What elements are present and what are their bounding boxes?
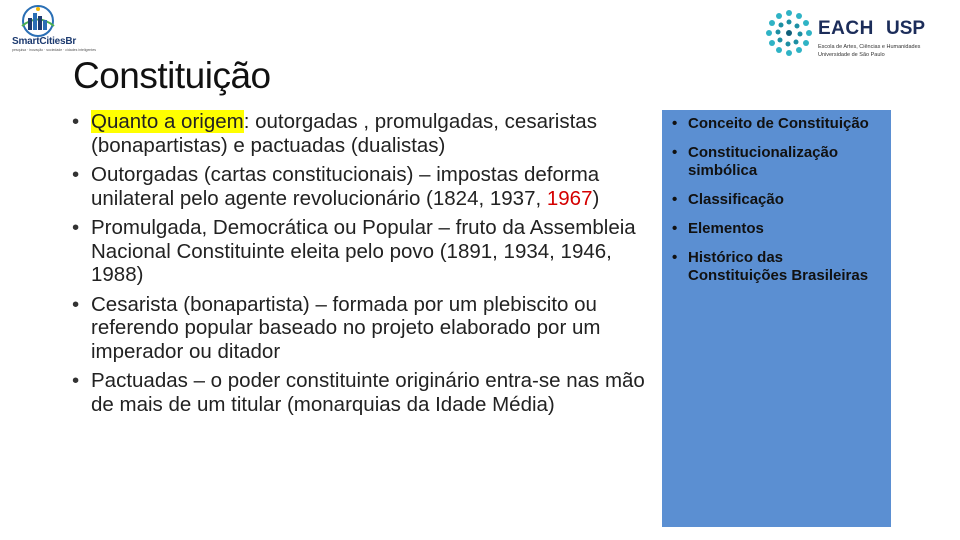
each-subtitle: Escola de Artes, Ciências e Humanidades: [818, 44, 921, 50]
bullet-text: Pactuadas – o poder constituinte originário entra-se nas mão de mais de um titular (monarquias da Idade Média): [91, 369, 645, 416]
usp-name: USP: [886, 18, 926, 39]
bullet-text-end: ): [592, 186, 600, 210]
city-skyline-icon: [8, 4, 68, 38]
bullet-promulgada: [72, 216, 652, 287]
topic-item: • Classificação: [672, 191, 883, 209]
highlighted-text: Quanto a origem: [91, 110, 244, 133]
bullet-text: : outorgadas , promulgadas, cesaristas (bonapartistas) e pactuadas (dualistas): [91, 110, 597, 157]
bullet-outorgadas: [72, 163, 652, 210]
topic-item: • Conceito de Constituição: [672, 115, 883, 133]
red-year: 1967: [546, 186, 593, 210]
usp-subtitle: Universidade de São Paulo: [818, 52, 885, 58]
brand-tagline: pesquisa · inovação · sociedade · cidades inteligentes: [12, 48, 97, 52]
content-bullets: [72, 110, 652, 422]
topic-item: • Histórico das Constituições Brasileiras: [672, 249, 883, 285]
each-emblem-icon: [764, 8, 814, 58]
each-usp-logo: [764, 6, 954, 62]
bullet-text: Cesarista (bonapartista) – formada por um plebiscito ou referendo popular baseado no projeto elaborado por um imperador ou ditador: [91, 292, 601, 363]
topic-item: • Elementos: [672, 220, 883, 238]
bullet-pactuadas: [72, 369, 652, 416]
topic-item: • Constitucionalização simbólica: [672, 144, 883, 180]
smartcitiesbr-logo: [8, 4, 108, 54]
bullet-origem: [72, 110, 652, 157]
topics-sidebar: [662, 110, 891, 527]
slide-title: Constituição: [73, 55, 271, 96]
bullet-text: Outorgadas (cartas constitucionais) – impostas deforma unilateral pelo agente revolucionário (1824, 1937,: [91, 163, 600, 210]
each-name: EACH: [818, 18, 874, 39]
bullet-text: Promulgada, Democrática ou Popular – fruto da Assembleia Nacional Constituinte eleita pelo povo (1891, 1934, 1946, 1988): [91, 216, 636, 286]
brand-name: SmartCitiesBr: [12, 36, 77, 47]
topics-list: [672, 115, 883, 285]
bullet-cesarista: [72, 293, 652, 364]
